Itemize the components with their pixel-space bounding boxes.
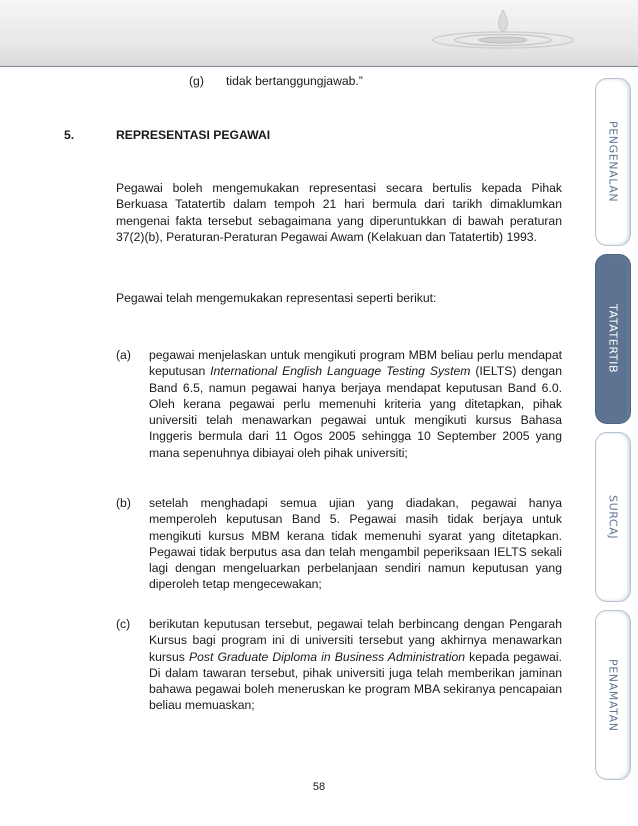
water-drop-icon bbox=[428, 6, 578, 50]
tab-surcaj-label: SURCAJ bbox=[606, 494, 620, 540]
list-continuation-label: (g) bbox=[189, 74, 204, 88]
list-continuation-text: tidak bertanggungjawab.” bbox=[226, 74, 363, 88]
tab-tatatertib-label: TATATERTIB bbox=[606, 304, 620, 374]
item-a-text: pegawai menjelaskan untuk mengikuti program MBM beliau perlu mendapat keputusan International English Language Testing System (IELTS) dengan Band 6.5, namun pegawai hanya berjaya mendapat keputusan Band 6.0. Oleh kerana pegawai perlu memenuhi kriteria yang ditetapkan, pihak universiti telah menawarkan pegawai untuk mengikuti kursus Bahasa Inggeris bermula dari 11 Ogos 2005 sehingga 10 September 2005 yang mana sepenuhnya dibiayai oleh pihak universiti; bbox=[149, 348, 562, 460]
item-a-label: (a) bbox=[116, 348, 131, 362]
item-b-text: setelah menghadapi semua ujian yang diadakan, pegawai hanya memperoleh keputusan Band 5. Pegawai masih tidak berjaya untuk mengikuti kursus MBM kerana tidak memenuhi syarat yang ditetapkan. Pegawai tidak berputus asa dan telah mengambil peperiksaan IELTS sekali lagi dengan mengeluarkan perbelanjaan sendiri namun keputusan yang diperoleh tetap mengecewakan; bbox=[149, 496, 562, 592]
page-number: 58 bbox=[312, 781, 326, 793]
item-c-text: berikutan keputusan tersebut, pegawai telah berbincang dengan Pengarah Kursus bagi program ini di universiti tersebut yang akhirnya menawarkan kursus Post Graduate Diploma in Business Administration kepada pegawai. Di dalam tawaran tersebut, pihak universiti juga telah memberikan jaminan bahawa pegawai boleh meneruskan ke program MBA sekiranya pencapaian beliau memuaskan; bbox=[149, 617, 562, 713]
paragraph-representation-intro: Pegawai telah mengemukakan representasi seperti berikut: bbox=[116, 291, 437, 305]
section-title: REPRESENTASI PEGAWAI bbox=[116, 128, 271, 142]
tab-pengenalan-label: PENGENALAN bbox=[606, 121, 620, 203]
item-c-label: (c) bbox=[116, 617, 131, 631]
tab-pengenalan[interactable] bbox=[595, 78, 631, 246]
item-b-label: (b) bbox=[116, 496, 131, 510]
header-band bbox=[0, 0, 638, 67]
tab-penamatan[interactable] bbox=[595, 610, 631, 780]
paragraph-representation-rule: Pegawai boleh mengemukakan representasi secara bertulis kepada Pihak Berkuasa Tatatertib dalam tempoh 21 hari bermula dari tarikh dimaklumkan mengenai fakta tersebut sebagaimana yang diperuntukkan di bawah peraturan 37(2)(b), Peraturan-Peraturan Pegawai Awam (Kelakuan dan Tatatertib) 1993. bbox=[116, 181, 562, 244]
item-c-emphasis: Post Graduate Diploma in Business Administration bbox=[188, 649, 466, 664]
section-number: 5. bbox=[64, 128, 75, 142]
tab-surcaj[interactable] bbox=[595, 432, 631, 602]
tab-penamatan-label: PENAMATAN bbox=[606, 658, 620, 732]
item-a-emphasis: International English Language Testing System bbox=[210, 364, 471, 379]
tab-tatatertib[interactable] bbox=[595, 254, 631, 424]
